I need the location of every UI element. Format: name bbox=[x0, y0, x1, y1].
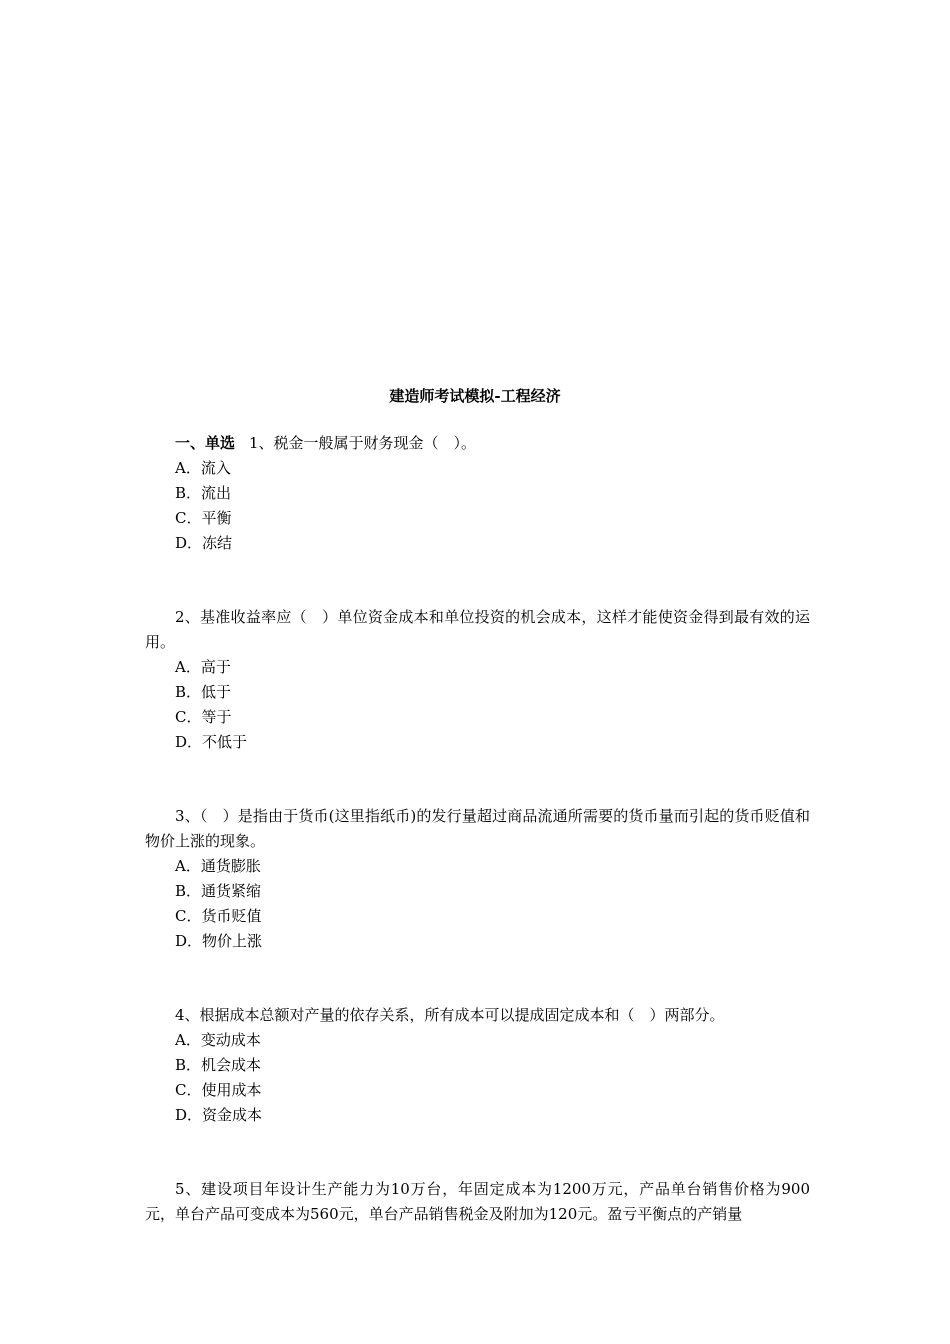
question-1-option-b: B．流出 bbox=[175, 484, 232, 502]
question-4-option-b: B．机会成本 bbox=[175, 1056, 262, 1074]
section-label: 一、单选 bbox=[175, 434, 236, 452]
question-spacer bbox=[145, 556, 810, 605]
question-2-option-a: A．高于 bbox=[175, 658, 231, 676]
question-2-option-d: D．不低于 bbox=[175, 733, 248, 751]
question-1-stem: 1、税金一般属于财务现金（ ）。 bbox=[249, 434, 477, 452]
question-4-option-c: C．使用成本 bbox=[175, 1081, 262, 1099]
question-3-stem: 3、（ ）是指由于货币(这里指纸币)的发行量超过商品流通所需要的货币量而引起的货币贬值和物价上涨的现象。 bbox=[145, 807, 810, 850]
question-2-option-c: C．等于 bbox=[175, 708, 232, 726]
question-list bbox=[145, 431, 810, 1227]
question-4-option-d: D．资金成本 bbox=[175, 1106, 263, 1124]
question-4-stem: 4、根据成本总额对产量的依存关系，所有成本可以提成固定成本和（ ）两部分。 bbox=[175, 1006, 725, 1024]
question-3-option-d: D．物价上涨 bbox=[175, 932, 263, 950]
question-3-option-c: C．货币贬值 bbox=[175, 907, 262, 925]
question-3-option-a: A．通货膨胀 bbox=[175, 857, 261, 875]
question-spacer bbox=[145, 1128, 810, 1177]
question-2-option-b: B．低于 bbox=[175, 683, 232, 701]
question-1-stem-line bbox=[145, 431, 810, 456]
question-spacer bbox=[145, 755, 810, 804]
question-2-stem: 2、基准收益率应（ ）单位资金成本和单位投资的机会成本，这样才能使资金得到最有效的运用。 bbox=[145, 608, 810, 651]
question-3-option-b: B．通货紧缩 bbox=[175, 882, 262, 900]
question-spacer bbox=[145, 954, 810, 1003]
question-1-option-c: C．平衡 bbox=[175, 509, 232, 527]
question-1-option-a: A．流入 bbox=[175, 459, 231, 477]
document-title: 建造师考试模拟-工程经济 bbox=[389, 387, 561, 405]
question-4-option-a: A．变动成本 bbox=[175, 1031, 261, 1049]
question-5-stem: 5、建设项目年设计生产能力为10万台，年固定成本为1200万元，产品单台销售价格为900元，单台产品可变成本为560元，单台产品销售税金及附加为120元。盈亏平衡点的产销量 bbox=[145, 1180, 810, 1223]
question-1-option-d: D．冻结 bbox=[175, 534, 233, 552]
